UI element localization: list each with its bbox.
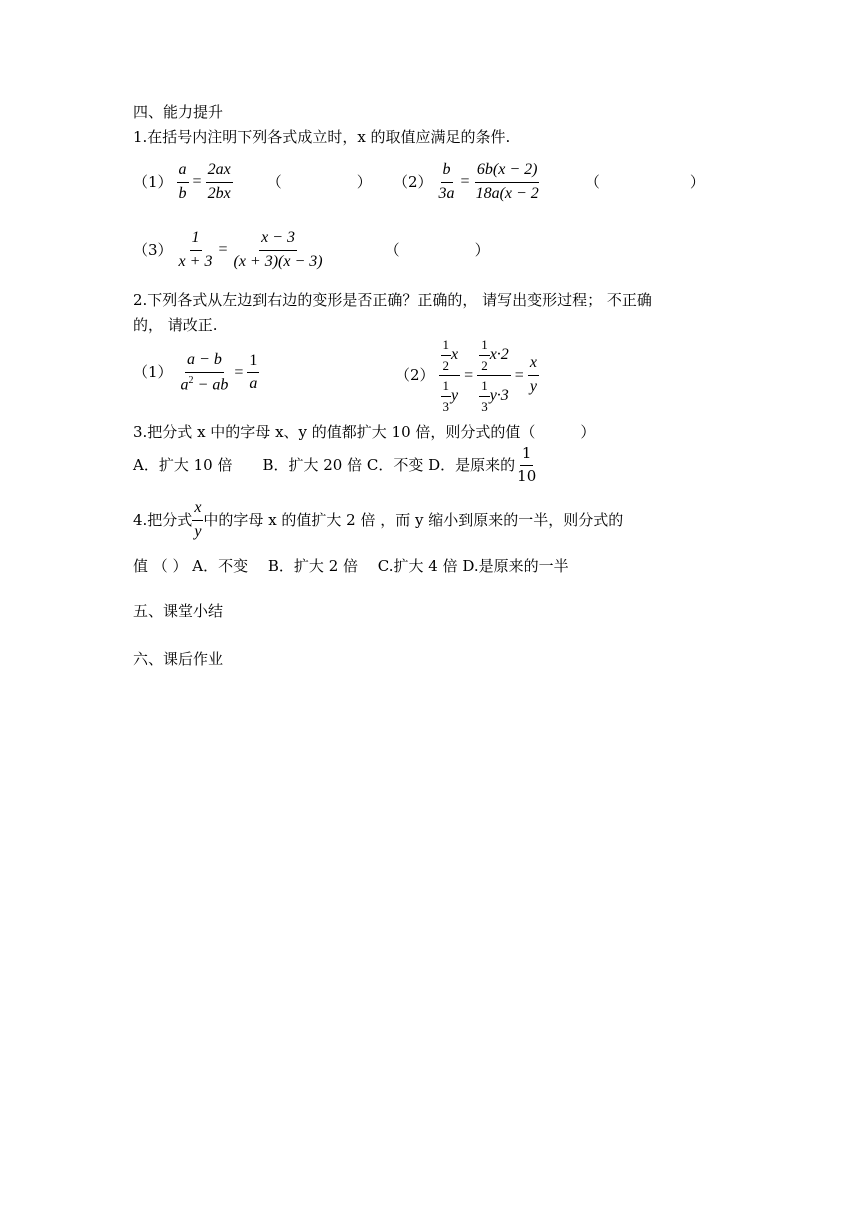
q1-item-1 [133,162,372,203]
item-label: （2） [393,172,433,191]
fraction: $\frac{x}{y}$ [529,354,537,396]
answer-blank[interactable]: （ ） [266,172,372,191]
equation: $\frac{a}{b}$ = $\frac{2ax}{2bx}$ [178,161,231,202]
answer-blank[interactable]: （ ） [584,172,705,191]
equation: $\frac{1}{x + 3}$ = $\frac{x - 3}{(x + 3)(x - 3)}$ [178,229,323,270]
complex-fraction: $\frac{1}{2}$ x·2 $\frac{1}{3}$ y·3 [477,338,511,414]
equation: $\frac{1}{2}$ x $\frac{1}{3}$ y = $\frac{1}{2}$ x·2 $\frac{1}{3}$ y·3 = $\frac{x}{y}$ [439,338,539,414]
q1-item-3 [133,230,490,271]
q4-line-2: 值 （ ） A．不变 B．扩大 2 倍 C.扩大 4 倍 D.是原来的一半 [133,557,569,575]
item-label: （3） [133,240,173,259]
complex-fraction: $\frac{1}{2}$ x $\frac{1}{3}$ y [439,338,461,414]
fraction: $\frac{6b(x - 2)}{18a(x - 2}$ [475,161,539,202]
fraction: $\frac{1}{x + 3}$ [178,229,213,270]
q3-text: 3.把分式 x 中的字母 x、y 的值都扩大 10 倍，则分式的值（ ） [133,423,596,441]
q2-text-line-1: 2.下列各式从左边到右边的变形是否正确？正确的， 请写出变形过程； 不正确 [133,291,652,309]
fraction: $\frac{x - 3}{(x + 3)(x - 3)}$ [233,229,323,270]
item-label: （1） [133,363,173,382]
fraction: $\frac{1}{10}$ [517,444,537,485]
item-label: （1） [133,172,173,191]
fraction: $\frac{b}{3a}$ [438,161,455,202]
q2-item-2 [395,338,539,414]
q4-line-1 [133,500,623,541]
section-4-heading: 四、能力提升 [133,103,224,121]
q2-item-1 [133,352,259,394]
q4-prefix: 4.把分式 [133,510,193,529]
answer-blank[interactable]: （ ） [384,240,490,259]
fraction: $\frac{x}{y}$ [194,499,202,540]
equation: $\frac{a - b}{a^2 - ab}$ = $\frac{1}{a}$ [180,351,258,394]
fraction: $\frac{a - b}{a^2 - ab}$ [180,351,229,394]
q3-options [133,446,538,485]
q4-suffix: 中的字母 x 的值扩大 2 倍 ，而 y 缩小到原来的一半，则分式的 [203,510,624,529]
item-label: （2） [395,366,435,385]
equation: $\frac{b}{3a}$ = $\frac{6b(x - 2)}{18a(x - 2}$ [438,161,539,202]
q1-text: 1.在括号内注明下列各式成立时，x 的取值应满足的条件. [133,128,511,146]
fraction: $\frac{a}{b}$ [178,161,187,202]
q3-options-text: A．扩大 10 倍 B．扩大 20 倍 C．不变 D．是原来的 [133,455,516,474]
section-5-heading: 五、课堂小结 [133,602,224,620]
q2-text-line-2: 的， 请改正. [133,316,218,334]
fraction: $\frac{2ax}{2bx}$ [207,161,231,202]
q1-item-2 [393,162,705,203]
fraction: $\frac{1}{a}$ [249,351,258,393]
section-6-heading: 六、课后作业 [133,650,224,668]
